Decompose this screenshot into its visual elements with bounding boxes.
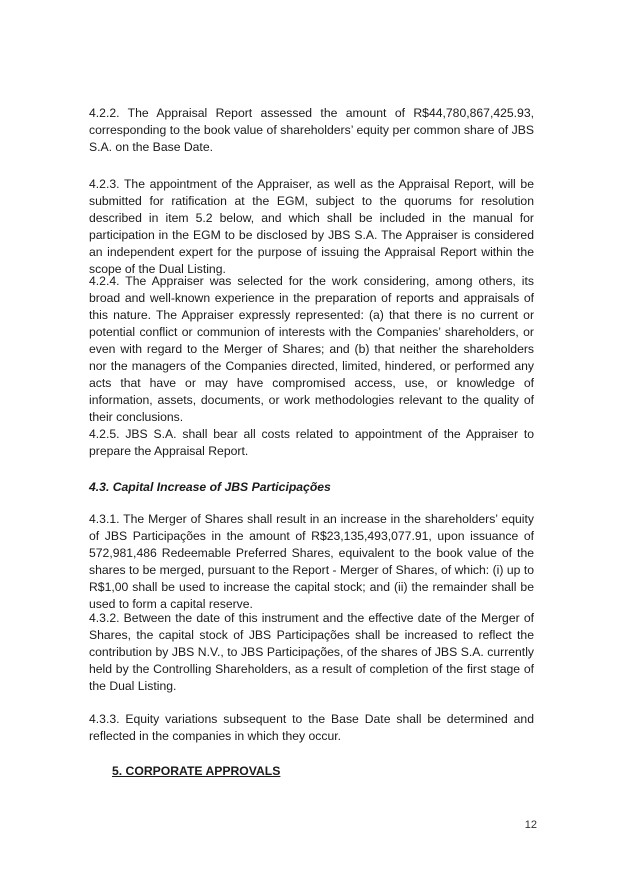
paragraph-4-3-3: 4.3.3. Equity variations subsequent to the Base Date shall be determined and reflected in the companies in which they occur. — [89, 712, 534, 743]
paragraph-4-3-1: 4.3.1. The Merger of Shares shall result in an increase in the shareholders’ equity of JBS Participações in the amount of R$23,135,493,077.91, upon issuance of 572,981,486 Redeemable Preferred Shares, equivalent to the book value of the shares to be merged, pursuant to the Report - Merger of Shares, of which: (i) up to R$1,00 shall be used to increase the capital stock; and (ii) the remainder shall be used to form a capital reserve. — [89, 512, 534, 611]
paragraph-4-2-4: 4.2.4. The Appraiser was selected for the work considering, among others, its broad and well-known experience in the preparation of reports and appraisals of this nature. The Appraiser expressly represented: (a) that there is no current or potential conflict or communion of interests with the Companies’ shareholders, or even with regard to the Merger of Shares; and (b) that neither the shareholders nor the managers of the Companies directed, limited, hindered, or performed any acts that have or may have compromised access, use, or knowledge of information, assets, documents, or work methodologies relevant to the quality of their conclusions. — [89, 274, 534, 424]
section-heading-5: 5. CORPORATE APPROVALS — [112, 764, 281, 778]
paragraph-4-2-2: 4.2.2. The Appraisal Report assessed the amount of R$44,780,867,425.93, corresponding to the book value of shareholders’ equity per common share of JBS S.A. on the Base Date. — [89, 106, 534, 154]
paragraph-4-3-2: 4.3.2. Between the date of this instrument and the effective date of the Merger of Shares, the capital stock of JBS Participações shall be increased to reflect the contribution by JBS N.V., to JBS Participações, of the shares of JBS S.A. currently held by the Controlling Shareholders, as a result of completion of the first stage of the Dual Listing. — [89, 611, 534, 693]
paragraph-4-2-5: 4.2.5. JBS S.A. shall bear all costs related to appointment of the Appraiser to prepare the Appraisal Report. — [89, 427, 534, 458]
section-heading-4-3: 4.3. Capital Increase of JBS Participações — [89, 480, 331, 494]
paragraph-4-2-3: 4.2.3. The appointment of the Appraiser, as well as the Appraisal Report, will be submitted for ratification at the EGM, subject to the quorums for resolution described in item 5.2 below, and which shall be included in the manual for participation in the EGM to be disclosed by JBS S.A. The Appraiser is considered an independent expert for the purpose of issuing the Appraisal Report within the scope of the Dual Listing. — [89, 177, 534, 276]
page-number: 12 — [524, 819, 537, 831]
